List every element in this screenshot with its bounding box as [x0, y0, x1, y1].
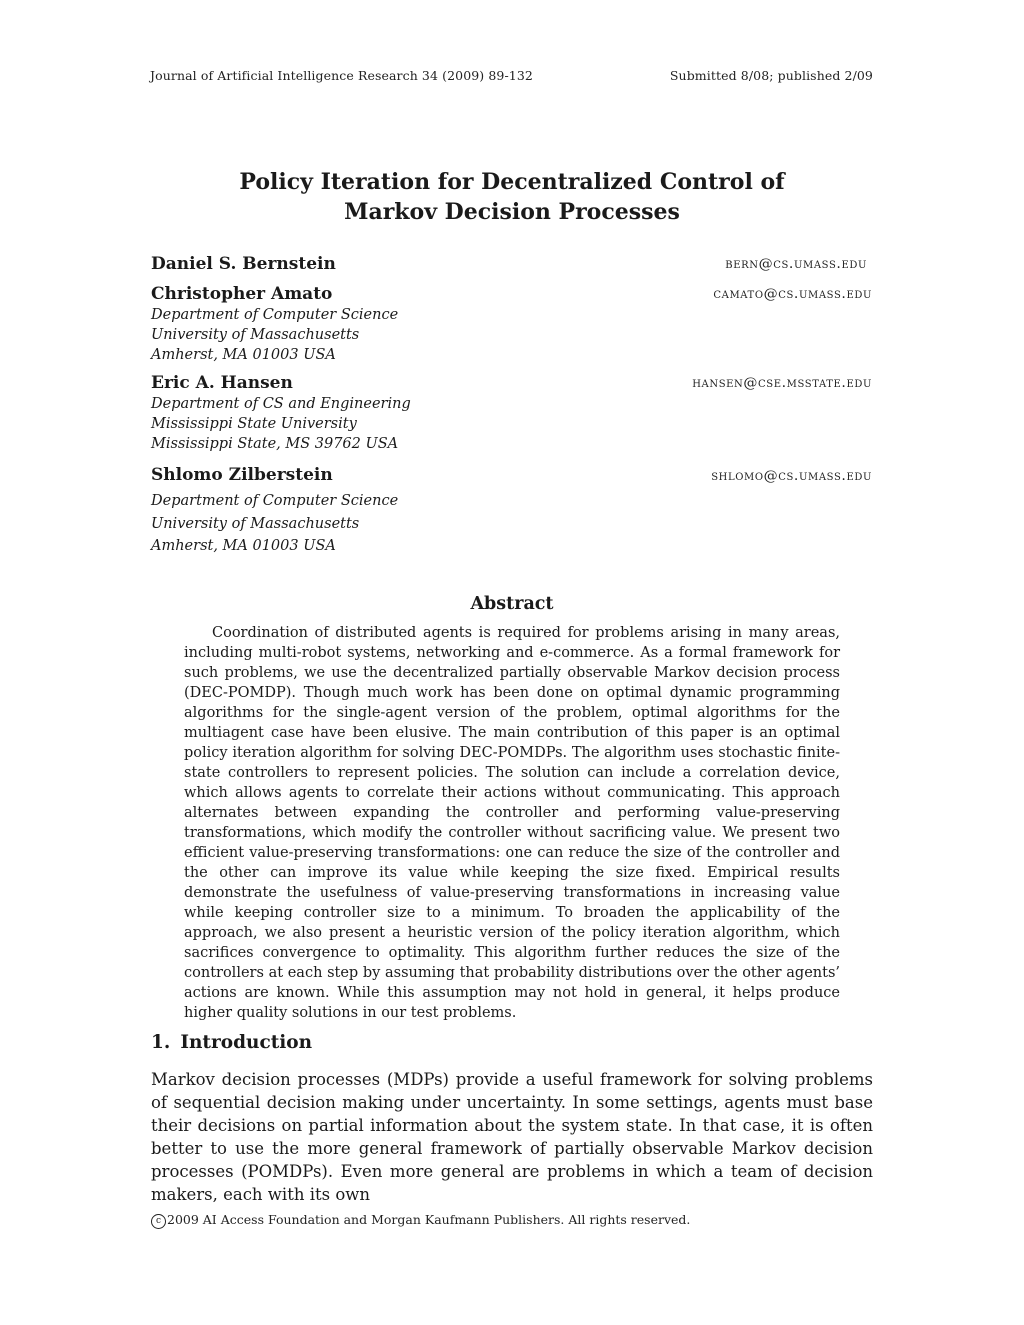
abstract-text: Coordination of distributed agents is required for problems arising in many areas, including multi-robot systems, networking and e-commerce. As a formal framework for such problems, we use the decentralized partially observable Markov decision process (DEC-POMDP). Though much work has been done on optimal dynamic programming algorithms for the single-agent version of the problem, optimal algorithms for the multiagent case have been elusive. The main contribution of this paper is an optimal policy iteration algorithm for solving DEC-POMDPs. The algorithm uses stochastic finite-state controllers to represent policies. The solution can include a correlation device, which allows agents to correlate their actions without communicating. This approach alternates between expanding the controller and performing value-preserving transformations, which modify the controller without sacrificing value. We present two efficient value-preserving transformations: one can reduce the size of the controller and the other can improve its value while keeping the size fixed. Empirical results demonstrate the usefulness of value-preserving transformations in increasing value while keeping controller size to a minimum. To broaden the applicability of the approach, we also present a heuristic version of the policy iteration algorithm, which sacrifices convergence to optimality. This algorithm further reduces the size of the controllers at each step by assuming that probability distributions over the other agents’ actions are known. While this assumption may not hold in general, it helps produce higher quality solutions in our test problems. [184, 625, 840, 1021]
affiliation-line: University of Massachusetts [151, 327, 360, 343]
affiliation-line: Amherst, MA 01003 USA [151, 347, 336, 363]
paper-title [0, 167, 1024, 227]
journal-header: Journal of Artificial Intelligence Research 34 (2009) 89-132 [150, 68, 533, 83]
title-line-1: Policy Iteration for Decentralized Control of [239, 169, 785, 195]
section-number: 1. [151, 1032, 171, 1053]
author-email: camato@cs.umass.edu [713, 286, 872, 302]
author-affiliation [151, 394, 411, 454]
section-title: Introduction [180, 1032, 313, 1053]
author-email: hansen@cse.msstate.edu [692, 375, 872, 391]
author-name: Shlomo Zilberstein [151, 465, 333, 485]
abstract-heading: Abstract [470, 594, 554, 614]
copyright-icon: c [151, 1214, 166, 1229]
affiliation-line: Department of Computer Science [151, 307, 399, 323]
author-name: Daniel S. Bernstein [151, 254, 336, 274]
copyright-notice [151, 1212, 690, 1229]
affiliation-line: Mississippi State University [151, 416, 357, 432]
affiliation-line: Mississippi State, MS 39762 USA [151, 436, 399, 452]
introduction-text: Markov decision processes (MDPs) provide a useful framework for solving problems of sequential decision making under uncertainty. In some settings, agents must base their decisions on partial information about the system state. In that case, it is often better to use the more general framework of partially observable Markov decision processes (POMDPs). Even more general are problems in which a team of decision makers, each with its own [151, 1070, 873, 1204]
author-email: shlomo@cs.umass.edu [711, 468, 872, 484]
author-name: Christopher Amato [151, 284, 333, 304]
affiliation-line: Department of Computer Science [151, 493, 399, 509]
affiliation-line: Department of CS and Engineering [151, 396, 411, 412]
copyright-text: 2009 AI Access Foundation and Morgan Kaufmann Publishers. All rights reserved. [167, 1212, 691, 1227]
affiliation-line: University of Massachusetts [151, 515, 360, 532]
title-line-2: Markov Decision Processes [344, 199, 680, 225]
submission-dates: Submitted 8/08; published 2/09 [669, 68, 873, 83]
section-heading [151, 1032, 312, 1053]
author-email: bern@cs.umass.edu [725, 256, 867, 272]
author-name: Eric A. Hansen [151, 373, 293, 393]
author-affiliation [151, 490, 398, 558]
affiliation-line: Amherst, MA 01003 USA [151, 538, 336, 554]
author-affiliation [151, 305, 398, 365]
